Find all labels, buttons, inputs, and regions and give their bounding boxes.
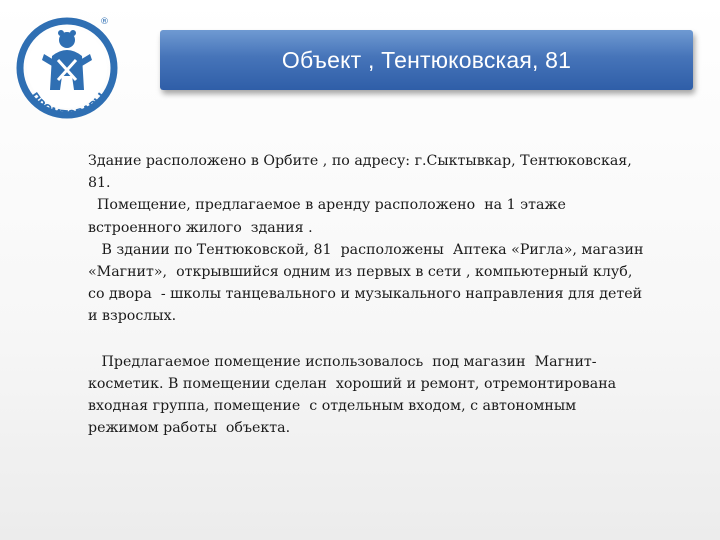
paragraph-1: Здание расположено в Орбите , по адресу: г.Сыктывкар, Тентюковская, 81. [88, 153, 632, 192]
logo-text: ПРОМТОВАРЫ [27, 90, 109, 122]
paragraph-2: Помещение, предлагаемое в аренду расположено на 1 этаже встроенного жилого здания . [88, 197, 571, 236]
page-title: Объект , Тентюковская, 81 [281, 46, 572, 73]
registered-mark: ® [100, 17, 109, 27]
paragraph-3: В здании по Тентюковской, 81 расположены Аптека «Ригла», магазин «Магнит», открывшийся одним из первых в сети , компьютерный клуб, со двора - школы танцевального и музыкального направления для детей и взрослых. [88, 241, 648, 325]
company-logo [8, 10, 126, 128]
header-banner [160, 30, 693, 90]
paragraph-gap [88, 328, 648, 351]
description [88, 150, 648, 439]
paragraph-4: Предлагаемое помещение использовалось под магазин Магнит-косметик. В помещении сделан хороший и ремонт, отремонтирована входная группа, помещение с отдельным входом, с автономным режимом работы объекта. [88, 353, 621, 437]
